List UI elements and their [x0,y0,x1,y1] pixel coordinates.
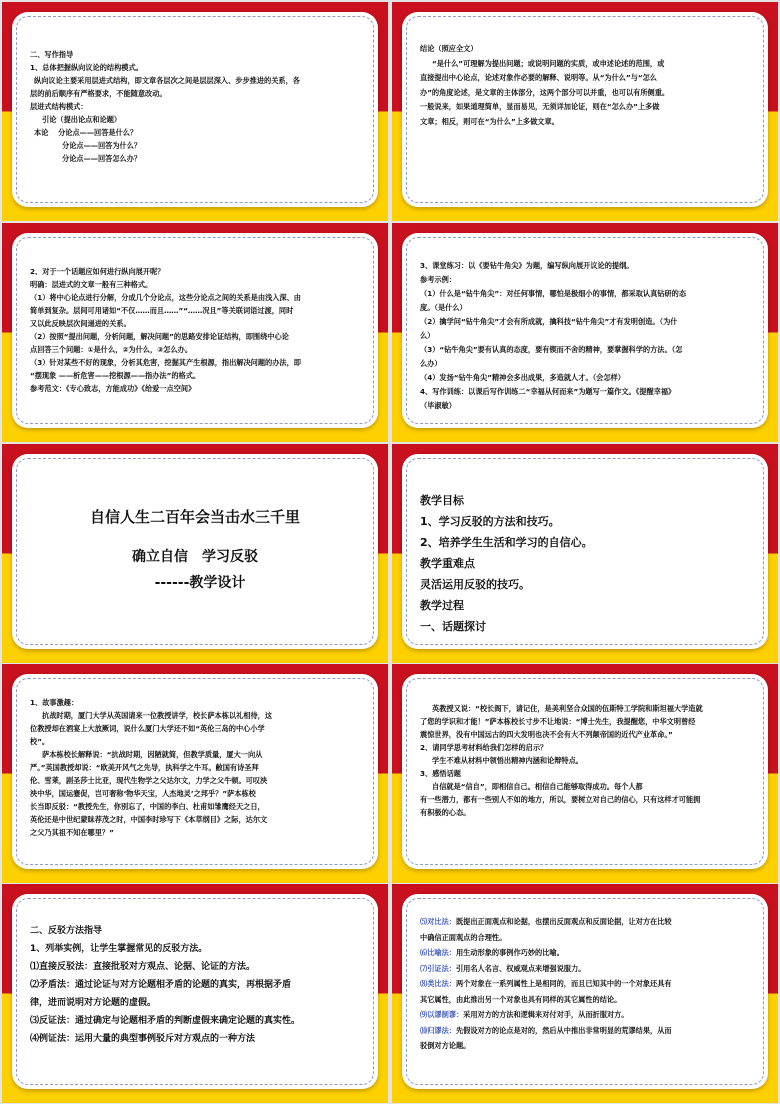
text-line: 二、写作指导 [30,50,74,59]
text-line: 4、写作训练：以课后写作训练二“幸福从何而来”为题写一篇作文。《提醒幸福》 [420,387,676,396]
text-line: 长当即反驳：“教授先生，你别忘了，中国的李白、杜甫如雏鹰经天之日， [30,802,265,811]
text-line: 一般说来，如果道理简单，显而易见，无须详加论证，则在“怎么办”上多做 [420,102,660,111]
text-line: （3）针对某些不好的现象，分析其危害，挖掘其产生根源，指出解决问题的办法，即 [30,358,301,367]
method-label: ⑻类比法： [420,979,456,988]
text-line: 分论点——回答怎么办？ [62,154,142,163]
text-line: ⑴直接反驳法：直接批驳对方观点、论据、论证的方法。 [30,962,256,972]
method-item [420,914,754,930]
method-item [420,1023,754,1039]
text-line: 校”。 [30,737,50,746]
slide-card [402,674,768,869]
method-text: 其它属性，由此推出另一个对象也具有同样的其它属性的结论。 [420,994,622,1004]
text-line: 教学目标 [420,494,464,507]
method-item [420,992,754,1008]
slide-subtitle: 确立自信 学习反驳 [132,549,258,565]
slide-4[interactable] [392,223,778,442]
method-text: 中确信正面观点的合理性。 [420,932,507,942]
slide-8[interactable] [392,664,778,883]
text-line: 简单到复杂。层间可用诸如“不仅……而且……”“……况且”等关联词语过渡，同时 [30,306,294,315]
slide-2[interactable] [392,2,778,221]
slide-1[interactable] [2,2,388,221]
text-line: 一、话题探讨 [420,620,486,633]
method-text: 既提出正面观点和论据，也摆出反面观点和反面论据，让对方在比较 [455,917,672,926]
slide-card [402,454,768,649]
slide-6[interactable] [392,444,778,663]
method-text: 引用名人名言、权威观点来增强说服力。 [455,963,586,973]
text-line: 律，进而说明对方论题的虚假。 [30,998,157,1008]
text-line: 层进式结构模式： [30,102,88,111]
method-text: 用生动形象的事例作巧妙的比喻。 [455,948,564,957]
slide-card [12,894,378,1089]
method-label: ⑺引证法： [420,963,456,973]
slide-5[interactable] [2,444,388,663]
text-line: 2、培养学生生活和学习的自信心。 [420,536,593,549]
slide-card [12,233,378,428]
text-line: 英教授又说：“校长阁下，请记住，是美利坚合众国的伍斯特工学院和斯坦福大学造就 [432,704,703,713]
method-label: ⑸对比法： [420,917,456,926]
text-line: 英伦还是中世纪蒙昧荐茂之时，中国李时珍写下《本草纲目》之际，达尔文 [30,815,268,824]
text-line: 位教授却在酒宴上大放厥词，说什么厦门大学还不如“英伦三岛的中心小学 [30,724,265,733]
slide-card [12,454,378,649]
method-text: 先假设对方的论点是对的，然后从中推出非常明显的荒谬结果，从而 [455,1025,672,1035]
text-line: 二、反驳方法指导 [30,926,103,936]
text-line: 萨本栋校长解释说：“抗战时期，因陋就简，但教学质量，厦大一向从 [42,750,263,759]
text-line: 文章；相反，则可在“为什么”上多做文章。 [420,116,559,126]
text-line: ⑵矛盾法：通过论证与对方论题相矛盾的论题的真实，再根据矛盾 [30,980,292,990]
text-line: 教学重难点 [420,557,475,570]
text-line: （2）按照“提出问题，分析问题，解决问题”的思路安排论证结构，即围绕中心论 [30,332,289,341]
text-line: 直接提出中心论点，论述对象作必要的解释、说明等。从“为什么”与“怎么 [420,73,657,82]
text-line: ⑷例证法：运用大量的典型事例驳斥对方观点的一种方法 [30,1034,256,1044]
text-line: 1、总体把握纵向议论的结构模式。 [30,63,143,72]
slide-text [30,265,364,395]
text-line: 抗战时期，厦门大学从英国请来一位教授讲学，校长萨本栋以礼相待，这 [42,711,273,720]
text-line: 引论（提出论点和论题） [42,115,122,124]
text-line: 学生不难从材料中领悟出精神内涵和论辩特点。 [432,756,583,765]
slide-text [30,696,364,839]
method-label: ⑽归谬法： [420,1025,456,1035]
slide-card [12,674,378,869]
text-line: 灵活运用反驳的技巧。 [420,578,530,591]
method-item [420,961,754,977]
method-item [420,1038,754,1054]
slide-title: 自信人生二百年会当击水三千里 [89,508,300,526]
text-line: “是什么”可理解为提出问题；或说明问题的实质，或申述论述的范围，或 [432,58,665,68]
text-line: 1、故事激趣： [30,698,79,707]
slide-card [402,894,768,1089]
slide-text [30,48,364,165]
text-line: 参考范文：《专心致志，方能成功》《给爱一点空间》 [30,384,196,393]
slide-text [420,42,754,129]
design-label: ------教学设计 [154,575,246,591]
method-text: 采用对方的方法和逻辑来对付对手，从而折服对方。 [463,1010,629,1019]
text-line: 又以此反映层次间递进的关系。 [30,319,131,328]
text-line: 2、对于一个话题应如何进行纵向展开呢？ [30,267,165,276]
text-line: 2、请同学思考材料给我们怎样的启示？ [420,743,548,752]
text-line: 本论 分论点——回答是什么？ [34,128,138,137]
method-text: 两个对象在一系列属性上是相同的，而且已知其中的一个对象还具有 [455,979,672,988]
text-line: 之父乃其祖不知在哪里？” [30,828,114,837]
text-line: 教学过程 [420,599,464,612]
text-line: 3、课堂练习：以《要钻牛角尖》为题，编写纵向展开议论的提纲。 [420,261,634,270]
method-label: ⑼以谬制谬： [420,1010,464,1019]
method-item [420,945,754,961]
text-line: 1、学习反驳的方法和技巧。 [420,515,560,528]
slide-text [420,490,754,637]
slide-3[interactable] [2,223,388,442]
text-line: 自信就是“信自”，即相信自己。相信自己能够取得成功。每个人都 [432,782,643,791]
method-item [420,930,754,946]
text-line: 明确：层进式的文章一般有三种格式。 [30,280,153,289]
text-line: （3）“钻牛角尖”要有认真的态度，要有锲而不舍的精神，要掌握科学的方法。（怎 [420,345,683,354]
text-line: 么） [420,331,435,340]
text-line: 点回答三个问题：①是什么，②为什么，③怎么办。 [30,345,193,354]
text-line: （1）什么是“钻牛角尖”：对任何事情，哪怕是极细小的事情，都采取认真钻研的态 [420,289,687,298]
slide-9[interactable] [2,884,388,1103]
text-line: 1、列举实例，让学生掌握常见的反驳方法。 [30,944,208,954]
text-line: 震惊世界，没有中国远古的四大发明也决不会有大不列颠帝国的近代产业革命。” [420,730,673,739]
slide-text [420,702,754,819]
text-line: 严。”英国教授却说：“欧美开风气之先导，执科学之牛耳。敝国有诗圣拜 [30,763,259,772]
method-label: ⑹比喻法： [420,948,456,957]
slide-text [30,922,364,1048]
text-line: 了您的学识和才能！”萨本栋校长寸步不让地说：“博士先生，我提醒您，中华文明曾经 [420,717,696,726]
text-line: 有积极的心态。 [420,808,471,817]
text-line: 伦、雪莱，剧圣莎士比亚，现代生物学之父达尔文，力学之父牛顿。可叹泱 [30,776,268,785]
text-line: （毕淑敏） [420,401,456,410]
slide-10[interactable] [392,884,778,1103]
slide-7[interactable] [2,664,388,883]
text-line: ⑶反证法：通过确定与论题相矛盾的判断虚假来确定论题的真实性。 [30,1016,301,1026]
text-line: 纵向议论主要采用层进式结构，即文章各层次之间是层层深入、步步推进的关系，各 [34,76,300,85]
text-line: 泱中华，国运蹇促，岂可奢称‘物华天宝，人杰地灵’之邦乎？”萨本栋校 [30,789,256,798]
text-line: 办”的角度论述，是文章的主体部分，这两个部分可以并重，也可以有所侧重。 [420,87,670,97]
slide-text [420,914,754,1054]
text-line: 度。（是什么） [420,303,467,312]
slide-card [402,12,768,207]
method-item [420,976,754,992]
method-item [420,1007,754,1023]
slide-card [402,233,768,428]
text-line: 分论点——回答为什么？ [62,141,142,150]
method-text: 驳倒对方论题。 [420,1041,471,1050]
text-line: 结论（照应全文） [420,44,478,53]
slide-text [420,259,754,413]
text-line: “摆现象 ——析危害——挖根源——指办法”的格式。 [30,371,201,380]
text-line: （1）将中心论点进行分解，分成几个分论点，这些分论点之间的关系是由浅入深、由 [30,293,301,302]
text-line: （2）擒学问“钻牛角尖”才会有所成就，擒科技“钻牛角尖”才有发明创造。（为什 [420,317,678,326]
text-line: 么办） [420,359,442,368]
text-line: （4）发扬“钻牛角尖”精神会多出成果，多造就人才。（会怎样） [420,373,625,382]
text-line: 参考示例： [420,275,456,284]
text-line: 层的前后顺序有严格要求，不能随意改动。 [30,89,167,98]
slide-card [12,12,378,207]
text-line: 有一些潜力，都有一些别人不如的地方，所以，要树立对自己的信心，只有这样才可能拥 [420,795,701,804]
text-line: 3、感悟话题 [420,769,461,778]
